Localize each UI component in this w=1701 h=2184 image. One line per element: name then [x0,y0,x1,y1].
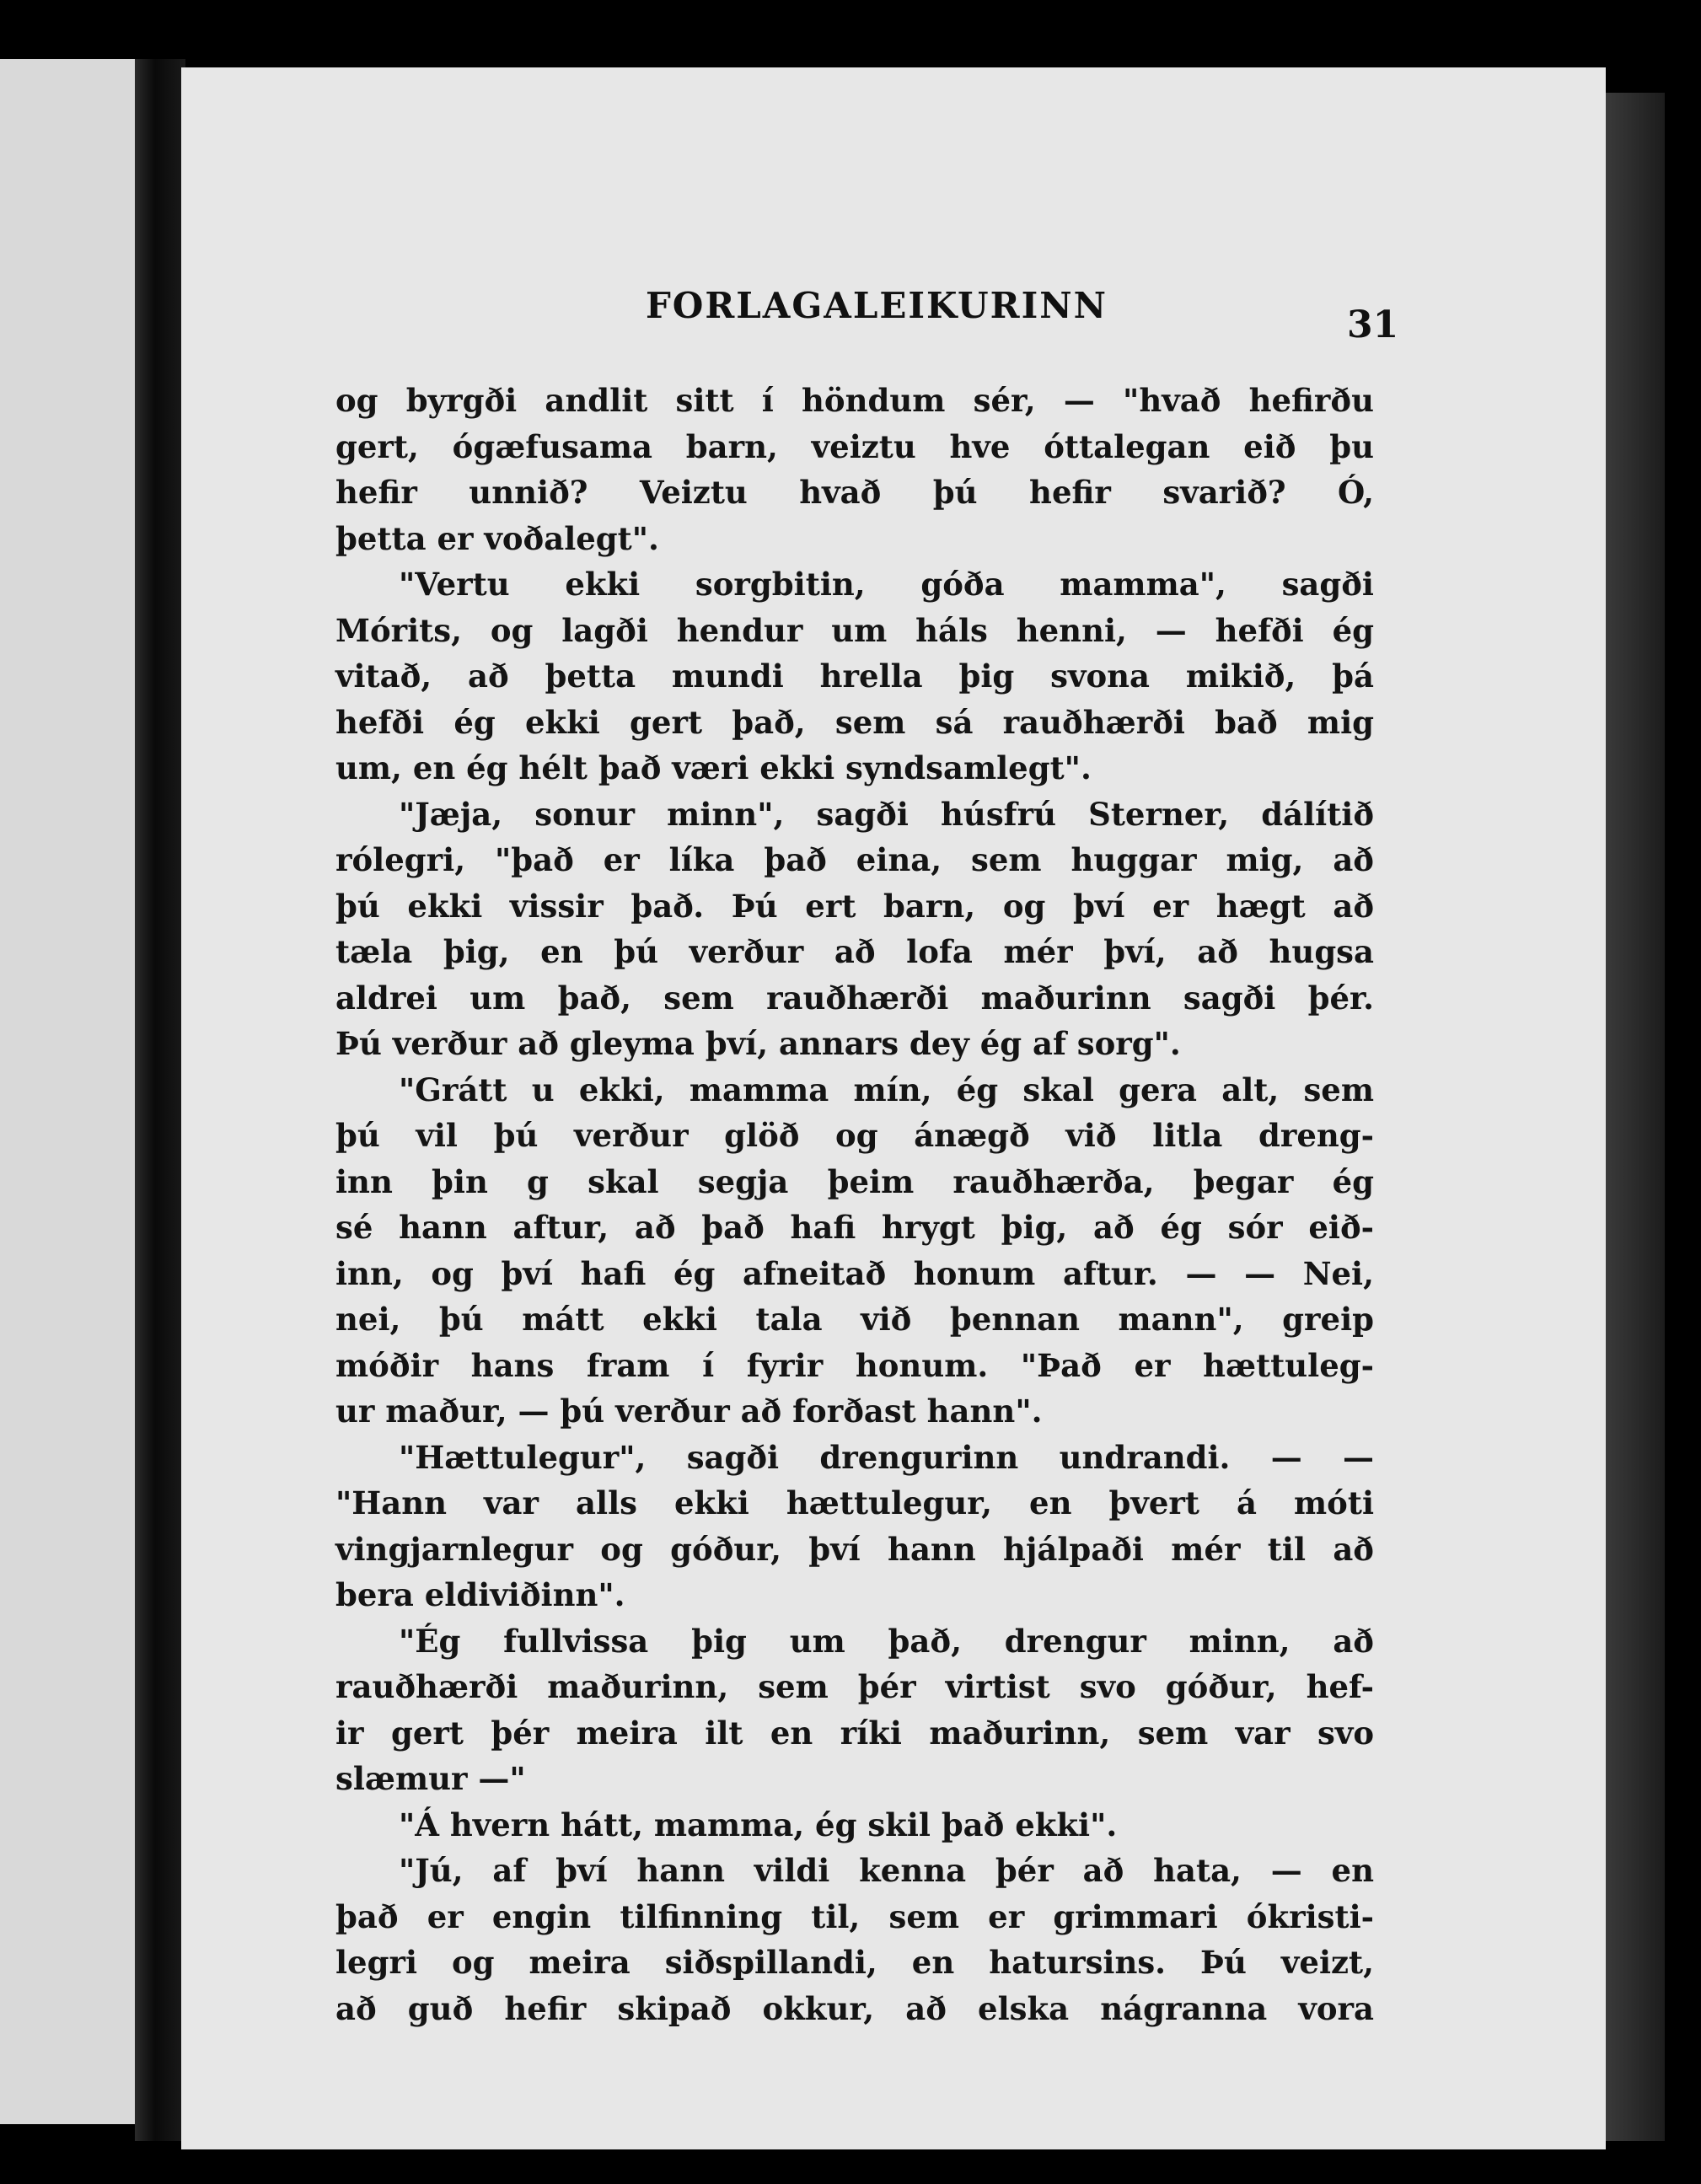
text-line: nei, þú mátt ekki tala við þennan mann", greip [335,1301,1374,1338]
text-line: vingjarnlegur og góður, því hann hjálpaði mér til að [335,1530,1374,1568]
page-right-edge [1606,93,1665,2141]
text-line: ur maður, — þú verður að forðast hann". [335,1393,1043,1430]
text-line: þú vil þú verður glöð og ánægð við litla dreng- [335,1117,1374,1154]
text-line: legri og meira siðspillandi, en hatursins. Þú veizt, [335,1944,1374,1981]
text-line: móðir hans fram í fyrir honum. "Það er hættuleg- [335,1346,1374,1384]
book-spine-shadow [135,59,185,2141]
text-line: Þú verður að gleyma því, annars dey ég af sorg". [335,1025,1181,1062]
text-line: bera eldiviðinn". [335,1576,625,1613]
page-number: 31 [1347,303,1399,346]
text-line: "Jæja, sonur minn", sagði húsfrú Sterner, dálítið [399,795,1374,833]
left-page-edge [0,59,143,2124]
body-text [335,378,1374,2031]
text-line: "Grátt u ekki, mamma mín, ég skal gera alt, sem [399,1071,1374,1108]
text-line: aldrei um það, sem rauðhærði maðurinn sagði þér. [335,979,1374,1017]
text-line: þetta er voðalegt". [335,519,659,557]
text-line: um, en ég hélt það væri ekki syndsamlegt". [335,749,1092,786]
text-line: hefir unnið? Veiztu hvað þú hefir svarið? Ó, [335,474,1374,511]
text-line: inn þin g skal segja þeim rauðhærða, þegar ég [335,1162,1374,1200]
text-line: Mórits, og lagði hendur um háls henni, — hefði ég [335,611,1374,649]
text-line: "Jú, af því hann vildi kenna þér að hata, — en [399,1852,1374,1889]
text-line: ir gert þér meira ilt en ríki maðurinn, sem var svo [335,1714,1374,1752]
text-line: og byrgði andlit sitt í höndum sér, — "hvað hefirðu [335,382,1374,419]
text-line: rauðhærði maðurinn, sem þér virtist svo góður, hef- [335,1668,1374,1705]
running-header-title: FORLAGALEIKURINN [645,285,1108,326]
text-line: rólegri, "það er líka það eina, sem huggar mig, að [335,841,1374,878]
text-line: "Á hvern hátt, mamma, ég skil það ekki". [399,1806,1118,1843]
text-line: vitað, að þetta mundi hrella þig svona mikið, þá [335,657,1374,695]
text-line: "Hættulegur", sagði drengurinn undrandi. — — [399,1438,1374,1476]
text-line: það er engin tilfinning til, sem er grimmari ókristi- [335,1897,1374,1935]
text-line: "Hann var alls ekki hættulegur, en þvert á móti [335,1484,1374,1521]
text-line: að guð hefir skipað okkur, að elska nágranna vora [335,1989,1374,2027]
text-line: sé hann aftur, að það hafi hrygt þig, að ég sór eið- [335,1209,1374,1246]
text-line: "Vertu ekki sorgbitin, góða mamma", sagði [399,566,1374,603]
text-line: "Ég fullvissa þig um það, drengur minn, að [399,1622,1374,1660]
text-line: gert, ógæfusama barn, veiztu hve óttalegan eið þu [335,427,1374,465]
text-line: inn, og því hafi ég afneitað honum aftur. — — Nei, [335,1254,1374,1292]
text-line: slæmur —" [335,1760,526,1797]
text-line: þú ekki vissir það. Þú ert barn, og því er hægt að [335,887,1374,925]
text-line: hefði ég ekki gert það, sem sá rauðhærði bað mig [335,703,1374,741]
text-line: tæla þig, en þú verður að lofa mér því, að hugsa [335,933,1374,970]
